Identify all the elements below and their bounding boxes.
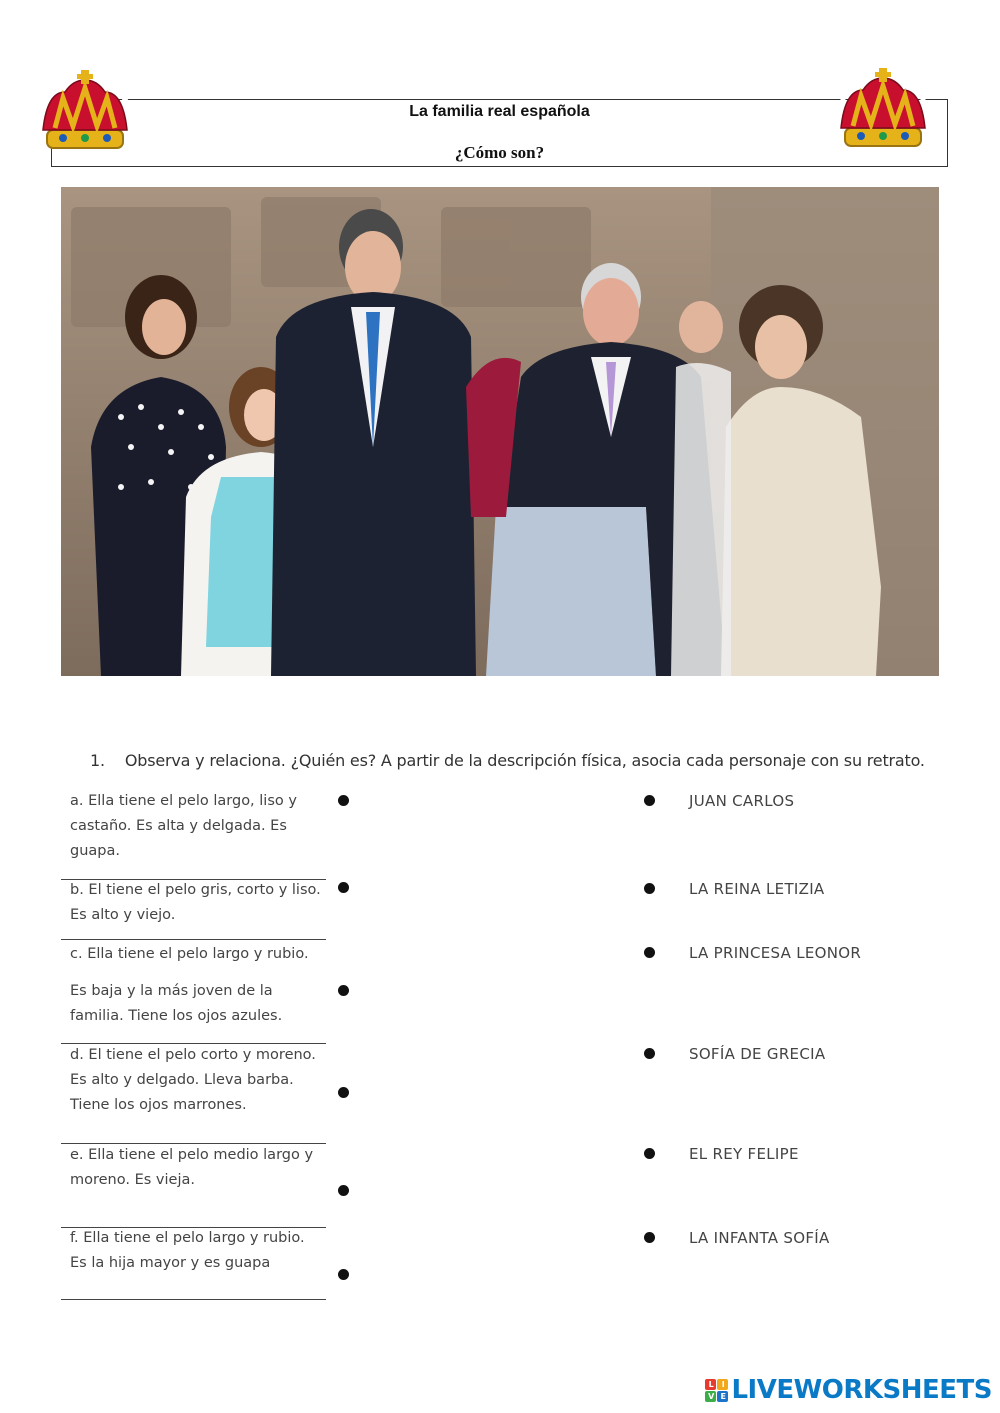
match-dot-juan-carlos[interactable] — [644, 795, 655, 806]
match-dot-infanta-sofia[interactable] — [644, 1232, 655, 1243]
name-sofia-de-grecia: SOFÍA DE GRECIA — [689, 1045, 826, 1063]
divider — [61, 1299, 326, 1300]
family-photo-image — [61, 187, 939, 676]
liveworksheets-badge-icon: L I V E — [705, 1379, 728, 1402]
description-a: a. Ella tiene el pelo largo, liso y castaño. Es alta y delgada. Es guapa. — [70, 793, 297, 859]
match-dot-f[interactable] — [338, 1269, 349, 1280]
match-dot-princesa-leonor[interactable] — [644, 947, 655, 958]
match-dot-e[interactable] — [338, 1185, 349, 1196]
name-rey-felipe: EL REY FELIPE — [689, 1145, 799, 1163]
match-dot-sofia-de-grecia[interactable] — [644, 1048, 655, 1059]
name-infanta-sofia: LA INFANTA SOFÍA — [689, 1229, 830, 1247]
description-b: b. El tiene el pelo gris, corto y liso. Es alto y viejo. — [70, 882, 321, 923]
divider — [61, 939, 326, 940]
exercise-instruction-text: Observa y relaciona. ¿Quién es? A partir de la descripción física, asocia cada personaje con su retrato. — [124, 751, 925, 770]
description-d: d. El tiene el pelo corto y moreno. Es alto y delgado. Lleva barba. Tiene los ojos marrones. — [70, 1047, 316, 1113]
family-photo — [61, 187, 939, 676]
worksheet-subtitle: ¿Cómo son? — [454, 143, 545, 162]
match-dot-b[interactable] — [338, 882, 349, 893]
exercise-instruction — [90, 751, 950, 770]
description-e: e. Ella tiene el pelo medio largo y moreno. Es vieja. — [70, 1147, 314, 1188]
exercise-number: 1. — [90, 751, 105, 770]
worksheet-title: La familia real española — [409, 103, 590, 120]
name-juan-carlos: JUAN CARLOS — [689, 792, 795, 810]
name-princesa-leonor: LA PRINCESA LEONOR — [689, 944, 862, 962]
description-c-continued: Es baja y la más joven de la familia. Tiene los ojos azules. — [70, 983, 283, 1024]
match-dot-reina-letizia[interactable] — [644, 883, 655, 894]
match-dot-rey-felipe[interactable] — [644, 1148, 655, 1159]
match-dot-a[interactable] — [338, 795, 349, 806]
description-c: c. Ella tiene el pelo largo y rubio. — [70, 946, 309, 962]
match-dot-c[interactable] — [338, 985, 349, 996]
description-f: f. Ella tiene el pelo largo y rubio. Es la hija mayor y es guapa — [70, 1230, 305, 1271]
name-reina-letizia: LA REINA LETIZIA — [689, 880, 825, 898]
liveworksheets-logo-text: LIVEWORKSHEETS — [731, 1375, 992, 1405]
match-dot-d[interactable] — [338, 1087, 349, 1098]
liveworksheets-logo[interactable] — [705, 1375, 992, 1405]
